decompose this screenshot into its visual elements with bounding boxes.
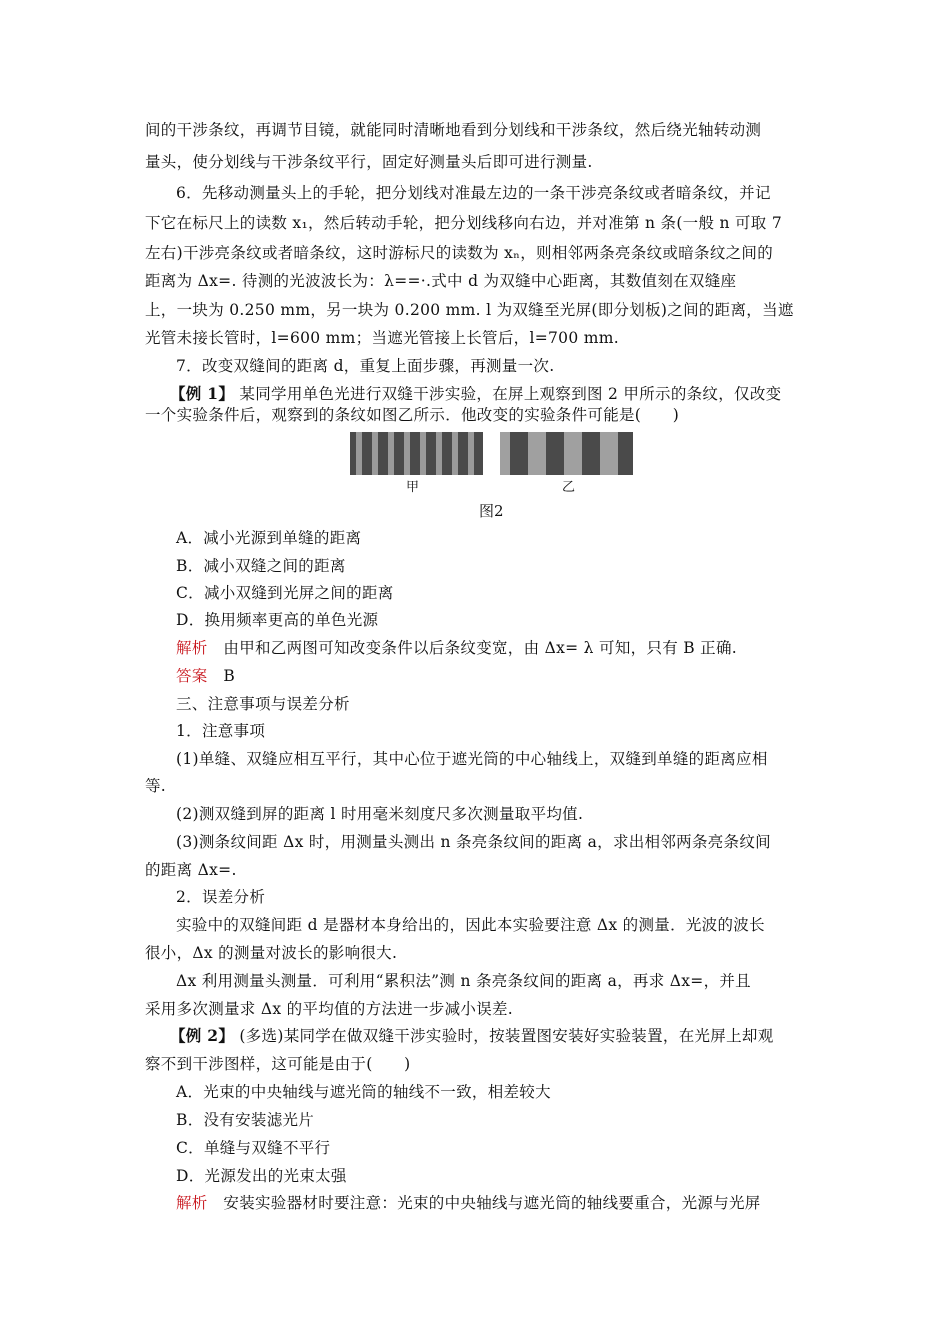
analysis-text: 由甲和乙两图可知改变条件以后条纹变宽，由 Δx= λ 可知，只有 B 正确. [207,639,738,657]
text-line: 一个实验条件后，观察到的条纹如图乙所示．他改变的实验条件可能是( ) [145,406,680,424]
formula-line: 距离为 Δx=. 待测的光波波长为：λ==·.式中 d 为双缝中心距离，其数值刻在双缝座 [145,272,737,290]
text-line: 很小，Δx 的测量对波长的影响很大. [145,944,398,962]
text-line: 左右)干涉亮条纹或者暗条纹，这时游标尺的读数为 xₙ，则相邻两条亮条纹或暗条纹之间的 [145,244,774,262]
option-b: B．减小双缝之间的距离 [176,557,346,575]
section-heading: 三、注意事项与误差分析 [176,695,350,713]
text-line: 光管未接长管时，l=600 mm；当遮光管接上长管后，l=700 mm. [145,329,619,347]
text-line: 下它在标尺上的读数 x₁，然后转动手轮，把分划线移向右边，并对准第 n 条(一般 n 可取 7 [145,214,782,232]
error-analysis-line: 实验中的双缝间距 d 是器材本身给出的，因此本实验要注意 Δx 的测量．光波的波长 [176,916,765,934]
figure-label-b: 乙 [562,480,576,495]
example-1-text: 某同学用单色光进行双缝干涉实验，在屏上观察到图 2 甲所示的条纹，仅改变 [234,385,782,403]
example-2-tag: 【例 2】 [170,1026,235,1045]
analysis-tag: 解析 [176,1194,208,1212]
analysis-tag: 解析 [176,639,208,657]
note-2-line: (2)测双缝到屏的距离 l 时用毫米刻度尺多次测量取平均值. [176,805,584,823]
answer-1-line [176,666,810,686]
option-c: C．减小双缝到光屏之间的距离 [176,584,394,602]
fringe-panel-a [350,432,483,475]
text-line: 间的干涉条纹，再调节目镜，就能同时清晰地看到分划线和干涉条纹，然后绕光轴转动测 [145,121,762,139]
option-b: B．没有安装滤光片 [176,1111,315,1129]
option-d: D．光源发出的光束太强 [176,1167,347,1185]
option-c: C．单缝与双缝不平行 [176,1139,331,1157]
subsection-heading: 1．注意事项 [176,722,266,740]
text-line: 察不到干涉图样，这可能是由于( ) [145,1055,411,1073]
figure-label-a: 甲 [406,480,420,495]
error-analysis-line: Δx 利用测量头测量．可利用“累积法”测 n 条亮条纹间的距离 a，再求 Δx=，并且 [176,972,751,990]
analysis-1-line [176,638,810,658]
answer-text: B [207,667,236,685]
text-line: 上，一块为 0.250 mm，另一块为 0.200 mm. l 为双缝至光屏(即分划板)之间的距离，当遮 [145,301,794,319]
example-1-line [170,384,835,404]
text-line: 等. [145,777,167,795]
text-line: 的距离 Δx=. [145,861,237,879]
note-3-line: (3)测条纹间距 Δx 时，用测量头测出 n 条亮条纹间的距离 a，求出相邻两条亮条纹间 [176,833,771,851]
example-2-line [170,1026,835,1046]
subsection-heading: 2．误差分析 [176,888,266,906]
step-7-line: 7．改变双缝间的距离 d，重复上面步骤，再测量一次. [176,357,555,375]
analysis-text: 安装实验器材时要注意：光束的中央轴线与遮光筒的轴线要重合，光源与光屏 [207,1194,761,1212]
figure-caption: 图2 [479,502,504,520]
step-6-line: 6．先移动测量头上的手轮，把分划线对准最左边的一条干涉亮条纹或者暗条纹，并记 [176,184,771,202]
option-a: A．光束的中央轴线与遮光筒的轴线不一致，相差较大 [176,1083,551,1101]
analysis-2-line [176,1193,810,1213]
option-d: D．换用频率更高的单色光源 [176,611,379,629]
example-1-tag: 【例 1】 [170,384,235,403]
example-2-text: (多选)某同学在做双缝干涉实验时，按装置图安装好实验装置，在光屏上却观 [234,1027,774,1045]
text-line: 量头，使分划线与干涉条纹平行，固定好测量头后即可进行测量. [145,153,593,171]
answer-tag: 答案 [176,667,208,685]
option-a: A．减小光源到单缝的距离 [176,529,362,547]
text-line: 采用多次测量求 Δx 的平均值的方法进一步减小误差. [145,1000,514,1018]
fringe-images [350,432,635,477]
note-1-line: (1)单缝、双缝应相互平行，其中心位于遮光筒的中心轴线上，双缝到单缝的距离应相 [176,750,768,768]
